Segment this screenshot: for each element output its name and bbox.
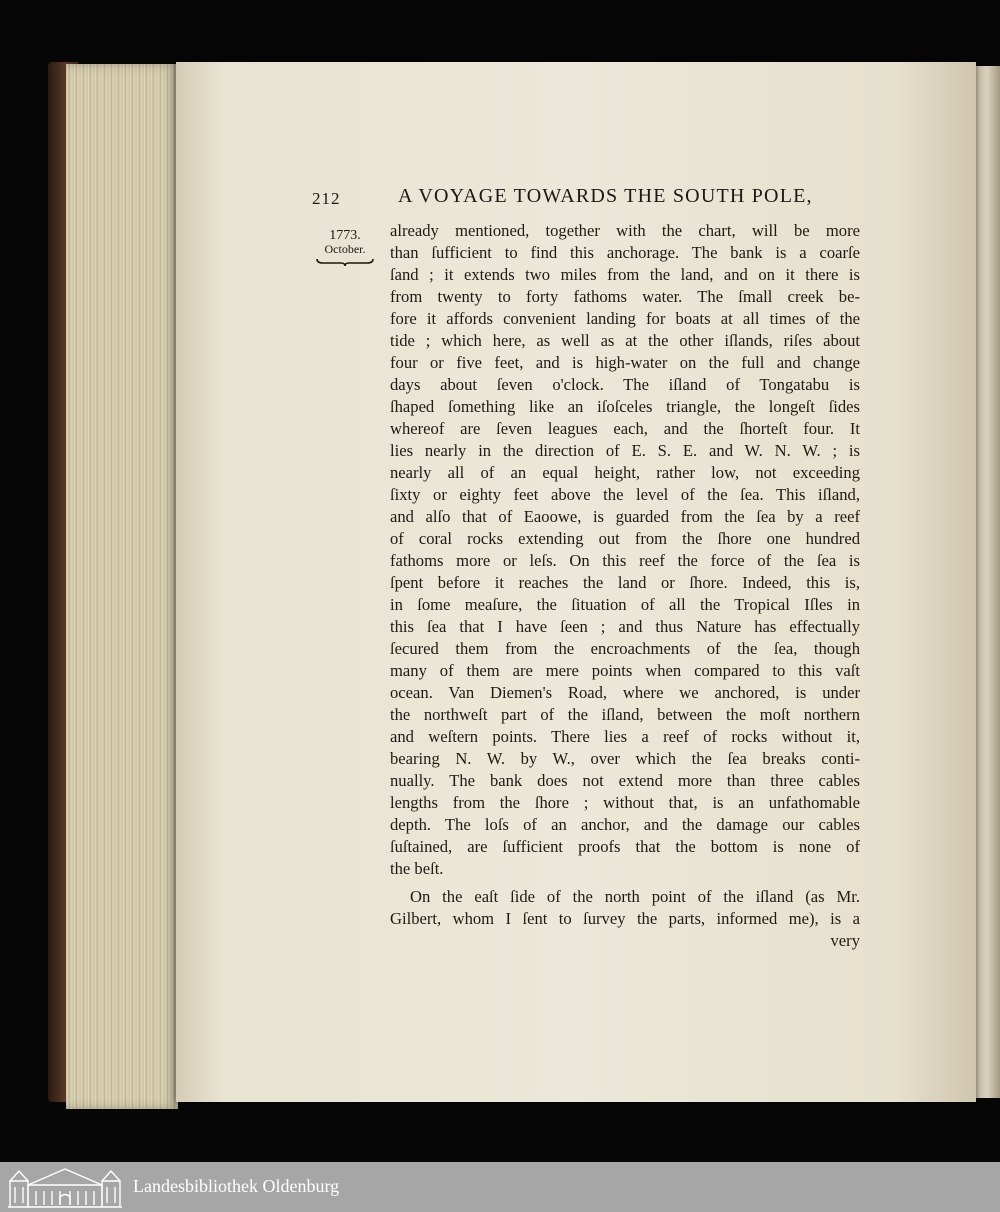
text-line: than ſufficient to find this anchorage. The bank is a coarſe bbox=[390, 243, 860, 262]
text-line: days about ſeven o'clock. The iſland of Tongatabu is bbox=[390, 375, 860, 394]
text-line: nearly all of an equal height, rather low, not exceeding bbox=[390, 463, 860, 482]
body-text bbox=[390, 220, 860, 952]
text-line: whereof are ſeven leagues each, and the ſhorteſt four. It bbox=[390, 419, 860, 438]
library-building-icon bbox=[6, 1165, 124, 1209]
footer-bar bbox=[0, 1162, 1000, 1212]
text-line: and weſtern points. There lies a reef of rocks without it, bbox=[390, 727, 860, 746]
text-line: On the eaſt ſide of the north point of the iſland (as Mr. bbox=[410, 887, 860, 906]
text-line: four or five feet, and is high-water on the full and change bbox=[390, 353, 860, 372]
library-name: Landesbibliothek Oldenburg bbox=[133, 1176, 340, 1196]
text-line: ſixty or eighty feet above the level of the ſea. This iſland, bbox=[390, 485, 860, 504]
text-line: nually. The bank does not extend more than three cables bbox=[390, 771, 860, 790]
text-line: from twenty to forty fathoms water. The ſmall creek be- bbox=[390, 287, 860, 306]
running-head: A VOYAGE TOWARDS THE SOUTH POLE, bbox=[398, 185, 813, 207]
margin-note-year: 1773. bbox=[329, 228, 361, 243]
text-line: ſecured them from the encroachments of the ſea, though bbox=[390, 639, 860, 658]
text-line: of coral rocks extending out from the ſhore one hundred bbox=[390, 529, 860, 548]
text-line: lies nearly in the direction of E. S. E. and W. N. W. ; is bbox=[390, 441, 860, 460]
text-line: lengths from the ſhore ; without that, is an unfathomable bbox=[390, 793, 860, 812]
text-line: the northweſt part of the iſland, between the moſt northern bbox=[390, 705, 860, 724]
text-line: ſuſtained, are ſufficient proofs that the bottom is none of bbox=[390, 837, 860, 856]
text-line: already mentioned, together with the chart, will be more bbox=[390, 221, 860, 240]
page-edges bbox=[66, 64, 178, 1109]
text-line: ſhaped ſomething like an iſoſceles triangle, the longeſt ſides bbox=[390, 397, 860, 416]
text-line: the beſt. bbox=[390, 859, 444, 878]
text-line: tide ; which here, as well as at the other iſlands, riſes about bbox=[390, 331, 860, 350]
text-line: fathoms more or leſs. On this reef the force of the ſea is bbox=[390, 551, 860, 570]
text-line: ſand ; it extends two miles from the land, and on it there is bbox=[390, 265, 860, 284]
text-line: depth. The loſs of an anchor, and the damage our cables bbox=[390, 815, 860, 834]
text-line: in ſome meaſure, the ſituation of all the Tropical Iſles in bbox=[390, 595, 860, 614]
text-line: fore it affords convenient landing for boats at all times of the bbox=[390, 309, 860, 328]
text-line: this ſea that I have ſeen ; and thus Nature has effectually bbox=[390, 617, 860, 636]
text-line: ſpent before it reaches the land or ſhore. Indeed, this is, bbox=[390, 573, 860, 592]
catchword: very bbox=[830, 931, 860, 950]
text-line: bearing N. W. by W., over which the ſea breaks conti- bbox=[390, 749, 860, 768]
brace-ornament-icon bbox=[315, 257, 375, 267]
text-line: Gilbert, whom I ſent to ſurvey the parts, informed me), is a bbox=[390, 909, 860, 928]
text-line: ocean. Van Diemen's Road, where we anchored, is under bbox=[390, 683, 860, 702]
page-number: 212 bbox=[312, 189, 341, 208]
text-line: many of them are mere points when compared to this vaſt bbox=[390, 661, 860, 680]
margin-note-month: October. bbox=[324, 242, 366, 256]
text-line: and alſo that of Eaoowe, is guarded from the ſea by a reef bbox=[390, 507, 860, 526]
margin-note bbox=[312, 229, 378, 267]
